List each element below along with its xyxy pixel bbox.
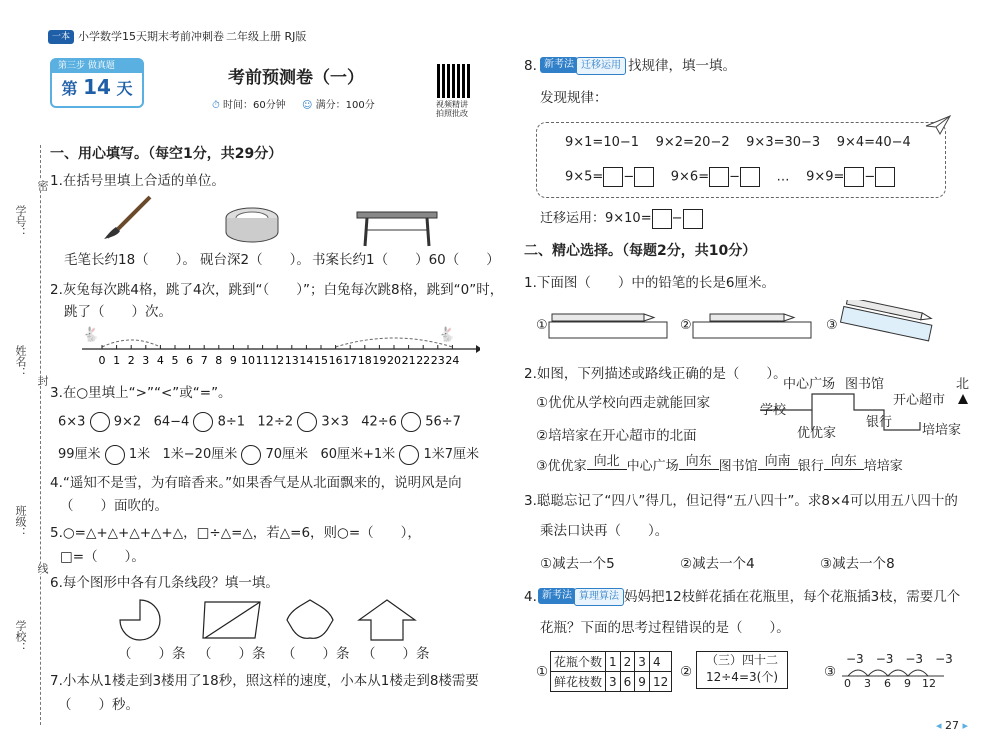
number-label: 6	[884, 677, 891, 690]
new-method-tag: 新考法	[540, 57, 578, 73]
section-2-heading: 二、精心选择。（每题2分，共10分）	[524, 243, 757, 259]
q1-text: 1.在括号里填上合适的单位。	[50, 173, 225, 189]
map-library: 图书馆	[845, 377, 885, 392]
c4-num: 4.	[524, 589, 537, 605]
q8-rule-label: 发现规律：	[540, 90, 608, 106]
day-unit: 天	[116, 79, 133, 98]
pattern-eq: 9×5=	[565, 169, 604, 185]
number-line-label: 3	[142, 354, 150, 367]
q3-expr: 42÷6	[361, 414, 397, 430]
grade-edition: 二年级上册 RJ版	[226, 30, 307, 43]
answer-box[interactable]	[844, 167, 864, 187]
day-number: 14	[83, 75, 111, 99]
c4-option-1-label[interactable]: ①	[536, 664, 549, 680]
c3-line-2: 乘法口诀再（ ）。	[540, 523, 669, 539]
q8-transfer: 迁移运用：9×10= −	[540, 207, 703, 229]
pattern-eq: 9×6=	[670, 169, 710, 185]
time-info: ⏱ 时间：60分钟	[212, 100, 286, 111]
ruler-pencil-1	[548, 310, 670, 340]
reasoning-tag: 算理算法	[574, 588, 624, 606]
q3-row-2	[58, 443, 479, 465]
number-line-label: 17	[343, 354, 358, 367]
c4-option-2-line-1: （三）四十二	[705, 653, 778, 667]
table-cell: 4	[649, 652, 671, 672]
number-label: 3	[864, 677, 871, 690]
number-line-label: 21	[401, 354, 416, 367]
pattern-ellipsis: …	[776, 169, 790, 185]
compare-circle[interactable]	[90, 412, 110, 432]
c2-text: 2.如图，下列描述或路线正确的是（ ）。	[524, 366, 787, 382]
sidebar-student-id: 学号：	[14, 205, 27, 238]
series-title: 小学数学15天期末考前冲刺卷	[78, 30, 224, 43]
number-label: 0	[844, 677, 851, 690]
c2-option-b[interactable]: ②培培家在开心超市的北面	[536, 428, 697, 444]
shape-pie	[120, 600, 160, 640]
answer-box[interactable]	[875, 167, 895, 187]
seal-char-1: 密	[36, 180, 49, 191]
number-line-label: 8	[215, 354, 223, 367]
shape-parallelogram	[203, 602, 260, 638]
qr-code-icon[interactable]	[437, 64, 471, 98]
table-row-label: 鲜花枝数	[551, 672, 606, 692]
number-label: 9	[904, 677, 911, 690]
section-1-heading: 一、用心填写。（每空1分，共29分）	[50, 146, 283, 162]
map-center-plaza: 中心广场	[783, 377, 836, 392]
pattern-eq: 9×9=	[806, 169, 845, 185]
prev-page-icon[interactable]: ◂	[936, 719, 942, 732]
c3-option-3[interactable]: ③减去一个8	[820, 556, 895, 572]
ruler-pencil-3	[838, 300, 938, 342]
number-line-label: 16	[328, 354, 343, 367]
direction-arrow: 向东	[824, 450, 864, 470]
number-line-label: 4	[156, 354, 164, 367]
number-line-label: 7	[200, 354, 208, 367]
compare-circle[interactable]	[401, 412, 421, 432]
map-youyou-home: 优优家	[797, 426, 837, 441]
q3-text: 3.在○里填上“>”“<”或“=”。	[50, 385, 232, 401]
number-line-label: 12	[270, 354, 285, 367]
number-line-label: 5	[171, 354, 179, 367]
c3-option-1[interactable]: ①减去一个5	[540, 556, 615, 572]
compare-circle[interactable]	[399, 445, 419, 465]
axis-arrow	[476, 345, 480, 353]
c4-line-1: 妈妈把12枝鲜花插在花瓶里，每个花瓶插3枝，需要几个	[624, 589, 961, 605]
number-line-label: 6	[186, 354, 194, 367]
c4-option-2-line-2: 12÷4=3(个)	[705, 670, 778, 684]
number-line-label: 13	[284, 354, 299, 367]
q3-expr: 1米7厘米	[423, 447, 480, 462]
answer-box[interactable]	[634, 167, 654, 187]
table-cell: 3	[635, 652, 650, 672]
q2-line-1: 2.灰兔每次跳4格，跳了4次，跳到“（ ）”；白兔每次跳8格，跳到“0”时，	[50, 282, 504, 298]
sidebar-school: 学校：	[14, 620, 27, 653]
pattern-box	[536, 122, 946, 198]
desk-icon	[355, 208, 439, 248]
pattern-eq: 9×2=20−2	[655, 135, 730, 150]
seal-char-3: 线	[36, 563, 49, 574]
number-line-label: 1	[113, 354, 121, 367]
q2-line-2: 跳了（ ）次。	[64, 304, 172, 320]
number-line-label: 10	[241, 354, 255, 367]
q5-line-1: 5.○=△+△+△+△+△，□÷△=△，若△=6，则○=（ ），	[50, 525, 421, 541]
q6-blank[interactable]: （ ）条	[362, 646, 430, 662]
map-market: 开心超市	[893, 393, 946, 408]
map-school: 学校	[760, 403, 787, 418]
q8-eq-row-1	[565, 135, 911, 150]
pattern-eq: 9×4=40−4	[836, 135, 911, 150]
c4-option-3-numbers	[840, 677, 950, 691]
answer-box[interactable]	[740, 167, 760, 187]
c3-option-2[interactable]: ②减去一个4	[680, 556, 755, 572]
inkstone-icon	[222, 204, 282, 244]
c1-text: 1.下面图（ ）中的铅笔的长是6厘米。	[524, 275, 775, 291]
q3-expr: 99厘米	[58, 447, 101, 462]
c1-option-2[interactable]: ②	[680, 318, 692, 333]
c4-option-2-box	[696, 651, 788, 689]
q6-blank[interactable]: （ ）条	[282, 646, 350, 662]
gray-rabbit-icon: 🐇	[82, 327, 100, 343]
exam-title: 考前预测卷（一）	[228, 68, 364, 88]
direction-arrow: 向南	[758, 450, 798, 470]
ruler-pencil-2	[692, 310, 814, 340]
q1-b: 砚台深2（ ）。	[200, 252, 310, 268]
number-line-label: 14	[299, 354, 314, 367]
q4-line-1: 4.“遥知不是雪，为有暗香来。”如果香气是从北面飘来的，说明风是向	[50, 475, 462, 491]
c4-option-2-label[interactable]: ②	[680, 664, 693, 680]
q6-blank[interactable]: （ ）条	[198, 646, 266, 662]
q1-c: 书案长约1（ ）60（ ）	[312, 252, 500, 268]
day-label: 第	[61, 79, 78, 98]
answer-box[interactable]	[652, 209, 672, 229]
number-line-label: 23	[430, 354, 445, 367]
q3-expr: 60厘米+1米	[320, 447, 396, 462]
page-number: ◂ 27 ▸	[936, 719, 969, 732]
answer-box[interactable]	[603, 167, 623, 187]
q3-expr: 64−4	[153, 414, 190, 430]
c2-option-c[interactable]: ③优优家 向北 中心广场 向东 图书馆 向南 银行 向东 培培家	[536, 454, 903, 484]
sidebar-class: 班级：	[14, 505, 27, 538]
number-line-label: 18	[357, 354, 372, 367]
q5-line-2: □=（ ）。	[60, 549, 145, 565]
q3-expr: 12÷2	[257, 414, 294, 430]
qr-caption-1: 视频精讲	[436, 100, 468, 109]
table-row-label: 花瓶个数	[551, 652, 606, 672]
number-line-label: 9	[229, 354, 237, 367]
table-cell: 3	[606, 672, 621, 692]
direction-arrow: 向北	[587, 450, 627, 470]
direction-arrow: 向东	[679, 450, 719, 470]
person-icon: ☺	[302, 100, 313, 111]
q3-expr: 1米−20厘米	[162, 447, 238, 462]
day-badge	[50, 58, 144, 108]
number-line-label: 24	[445, 354, 460, 367]
number-label: 12	[922, 677, 936, 690]
compare-circle[interactable]	[297, 412, 317, 432]
q3-expr: 70厘米	[265, 447, 309, 462]
next-page-icon[interactable]: ▸	[962, 719, 969, 732]
answer-box[interactable]	[709, 167, 729, 187]
pattern-eq: 9×3=30−3	[746, 135, 821, 150]
q8-text: 找规律，填一填。	[628, 58, 736, 74]
white-rabbit-icon: 🐇	[438, 327, 456, 343]
q4-line-2: （ ）面吹的。	[60, 498, 168, 514]
sidebar-name: 姓名：	[14, 345, 27, 378]
map-peipei-home: 培培家	[922, 423, 962, 438]
table-cell: 2	[620, 652, 635, 672]
seal-char-2: 封	[36, 375, 49, 386]
number-line	[80, 325, 480, 375]
c3-line-1: 3.聪聪忘记了“四八”得几，但记得“五八四十”。求8×4可以用五八四十的	[524, 493, 958, 509]
q3-expr: 56÷7	[425, 414, 461, 430]
compare-circle[interactable]	[241, 445, 261, 465]
number-line-label: 11	[255, 354, 270, 367]
c4-option-3-label[interactable]: ③	[824, 664, 837, 680]
number-line-label: 22	[416, 354, 431, 367]
q7-line-2: （ ）秒。	[58, 697, 139, 713]
pattern-eq: 9×1=10−1	[565, 135, 640, 150]
seal-line	[40, 145, 41, 725]
clock-icon: ⏱	[212, 100, 220, 111]
q8-num: 8.	[524, 58, 537, 74]
q1-a: 毛笔长约18（ ）。	[64, 252, 196, 268]
c1-option-3[interactable]: ③	[826, 318, 838, 333]
qr-caption-2: 拍照批改	[436, 109, 468, 118]
step-label: 第三步 做真题	[52, 60, 142, 73]
c2-option-a[interactable]: ①优优从学校向西走就能回家	[536, 395, 711, 411]
number-line-label: 19	[372, 354, 387, 367]
c1-option-1[interactable]: ①	[536, 318, 548, 333]
q7-line-1: 7.小本从1楼走到3楼用了18秒，照这样的速度，小本从1楼走到8楼需要	[50, 673, 479, 689]
table-cell: 1	[606, 652, 621, 672]
number-line-label: 20	[387, 354, 401, 367]
c4-option-3-steps: −3 −3 −3 −3	[846, 652, 953, 666]
number-line-label: 2	[127, 354, 135, 367]
q3-expr: 6×3	[58, 414, 86, 430]
q6-blank[interactable]: （ ）条	[118, 646, 186, 662]
number-line-label: 0	[98, 354, 106, 367]
north-arrow-icon	[958, 394, 968, 404]
new-method-tag: 新考法	[538, 588, 576, 604]
table-cell: 12	[649, 672, 671, 692]
map-bank: 银行	[866, 415, 893, 430]
q3-row-1	[58, 412, 461, 432]
q3-expr: 9×2	[113, 414, 142, 430]
series-logo: 一本	[48, 30, 74, 44]
table-cell: 6	[620, 672, 635, 692]
shape-cross	[287, 600, 333, 638]
table-cell: 9	[635, 672, 650, 692]
c4-table	[550, 651, 672, 692]
compare-circle[interactable]	[193, 412, 213, 432]
brush-icon	[100, 195, 160, 241]
q8-eq-row-2: 9×5= − 9×6= − … 9×9= −	[565, 167, 895, 187]
north-label: 北	[956, 377, 970, 392]
score-info: ☺ 满分：100分	[302, 100, 375, 111]
q6-shapes	[115, 598, 435, 643]
paper-plane-icon	[924, 114, 952, 136]
answer-box[interactable]	[683, 209, 703, 229]
number-line-label: 15	[314, 354, 328, 367]
q3-expr: 1米	[128, 447, 151, 462]
compare-circle[interactable]	[105, 445, 125, 465]
q3-expr: 3×3	[321, 414, 349, 430]
shape-arrow-house	[359, 600, 415, 640]
c4-line-2: 花瓶？下面的思考过程错误的是（ ）。	[540, 620, 790, 636]
q6-text: 6.每个图形中各有几条线段？填一填。	[50, 575, 279, 591]
q3-expr: 8÷1	[217, 414, 245, 430]
transfer-tag: 迁移运用	[576, 57, 626, 75]
